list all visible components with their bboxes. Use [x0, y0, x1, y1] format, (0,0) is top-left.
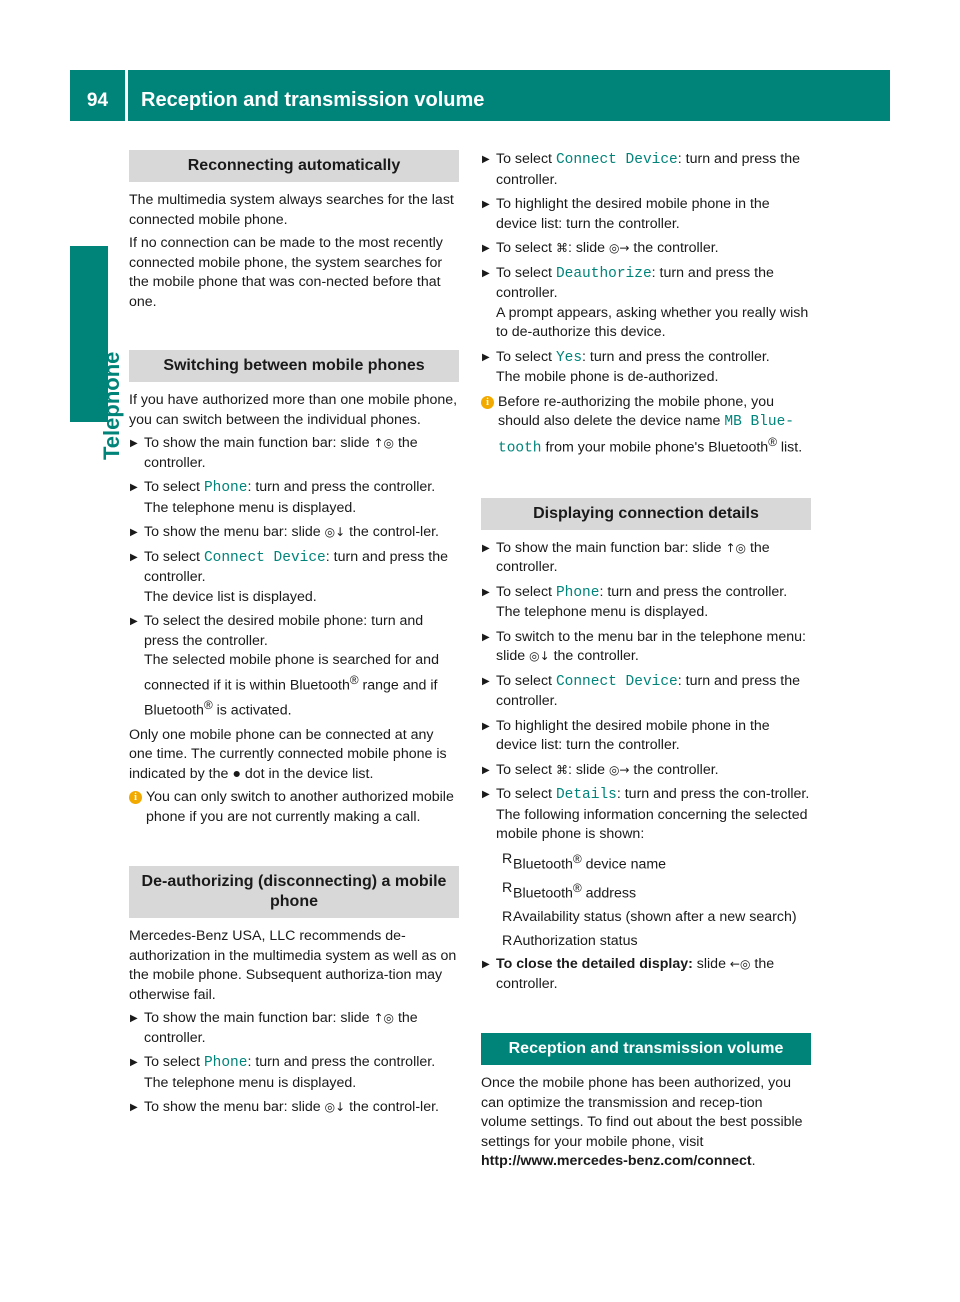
chapter-label-text: Telephone: [99, 351, 124, 460]
menu-item-code: Yes: [555, 349, 583, 366]
menu-item-code: Deauthorize: [555, 265, 652, 282]
list-item: R Availability status (shown after a new search): [502, 909, 797, 926]
triangle-right-icon: ▶: [482, 959, 490, 971]
phone-options-icon: ⌘: [555, 762, 568, 777]
triangle-right-icon: ▶: [130, 527, 138, 538]
controller-slide-right-icon: ◎→: [608, 762, 630, 777]
instruction-step: ▶ To select Connect Device: turn and press the controller. The device list is displayed.: [130, 548, 449, 605]
controller-slide-left-icon: ←◎: [729, 957, 751, 972]
triangle-right-icon: ▶: [482, 586, 490, 598]
instruction-step: ▶ To close the detailed display: slide ←◎ the controller.: [482, 956, 775, 992]
controller-slide-down-icon: ◎↓: [324, 525, 346, 539]
triangle-right-icon: ▶: [482, 675, 490, 687]
instruction-step: ▶ To highlight the desired mobile phone in the device list: turn the controller.: [482, 196, 770, 232]
paragraph: Mercedes-Benz USA, LLC recommends de-authorization in the multimedia system as well as on the mobile phone. Subsequent authoriza-tion may otherwise fail.: [129, 928, 457, 1003]
instruction-step: ▶ To select ⌘: slide ◎→ the controller.: [481, 239, 811, 259]
instruction-step: ▶ To select Details: turn and press the con-troller. The following information concerning the selected mobile phone is shown:: [482, 786, 810, 843]
triangle-right-icon: ▶: [130, 1102, 138, 1114]
triangle-right-icon: ▶: [130, 616, 138, 627]
menu-item-code: Phone: [203, 1055, 248, 1072]
section-heading-reception-volume: Reception and transmission volume: [481, 1033, 811, 1065]
instruction-step: ▶ To show the main function bar: slide ↑◎ the controller.: [130, 435, 418, 471]
phone-options-icon: ⌘: [555, 241, 568, 255]
info-note: i You can only switch to another authorized mobile phone if you are not currently making a call.: [129, 788, 459, 827]
triangle-right-icon: ▶: [130, 551, 138, 563]
triangle-right-icon: ▶: [482, 243, 490, 254]
info-note: i Before re-authorizing the mobile phone, you should also delete the device name MB Blue-tooth from your mobile phone's Bluetooth® list.: [481, 393, 811, 459]
instruction-step: ▶ To select ⌘: slide ◎→ the controller.: [481, 761, 811, 781]
list-item: R Bluetooth® address: [502, 879, 637, 902]
triangle-right-icon: ▶: [482, 267, 490, 279]
section-heading-deauthorizing: De-authorizing (disconnecting) a mobile phone: [129, 866, 459, 918]
instruction-step: ▶ To select Phone: turn and press the controller. The telephone menu is displayed.: [130, 1054, 436, 1091]
instruction-step: ▶ To select Connect Device: turn and press the controller.: [482, 672, 801, 710]
triangle-right-icon: ▶: [482, 789, 490, 801]
menu-item-code: Connect Device: [203, 549, 326, 566]
triangle-right-icon: ▶: [482, 351, 490, 363]
list-item: R Bluetooth® device name: [502, 850, 667, 873]
paragraph: The multimedia system always searches for the last connected mobile phone.: [129, 192, 454, 228]
section-heading-connection-details: Displaying connection details: [481, 498, 811, 530]
triangle-right-icon: ▶: [482, 764, 490, 776]
triangle-right-icon: ▶: [482, 720, 490, 732]
instruction-step: ▶ To show the menu bar: slide ◎↓ the control-ler.: [129, 523, 459, 543]
connect-link[interactable]: http://www.mercedes-benz.com/connect: [481, 1153, 752, 1170]
header-divider: [125, 70, 128, 121]
instruction-step: ▶ To show the menu bar: slide ◎↓ the control-ler.: [129, 1098, 459, 1118]
instruction-step: ▶ To select Phone: turn and press the controller. The telephone menu is displayed.: [130, 479, 436, 516]
triangle-right-icon: ▶: [130, 438, 138, 449]
instruction-step: ▶ To show the main function bar: slide ↑◎ the controller.: [130, 1010, 418, 1046]
controller-slide-down-icon: ◎↓: [324, 1100, 346, 1115]
instruction-step: ▶ To highlight the desired mobile phone in the device list: turn the controller.: [482, 717, 770, 754]
triangle-right-icon: ▶: [482, 199, 490, 210]
triangle-right-icon: ▶: [130, 1057, 138, 1069]
info-icon: i: [481, 396, 494, 409]
dot-icon: ●: [232, 765, 241, 782]
paragraph: Only one mobile phone can be connected at any one time. The currently connected mobile phone is indicated by the ● dot in the device list.: [129, 726, 447, 782]
paragraph: If you have authorized more than one mobile phone, you can switch between the individual phones.: [129, 392, 458, 428]
section-heading-reconnecting: Reconnecting automatically: [129, 150, 459, 182]
triangle-right-icon: ▶: [130, 1013, 138, 1025]
list-item: R Authorization status: [502, 932, 638, 949]
menu-item-code: Phone: [555, 584, 600, 601]
paragraph: If no connection can be made to the most recently connected mobile phone, the system searches for the mobile phone that was con-nected before that one.: [129, 235, 443, 310]
instruction-step: ▶ To select Connect Device: turn and press the controller.: [482, 151, 801, 188]
menu-item-code: Phone: [203, 480, 248, 496]
triangle-right-icon: ▶: [482, 542, 490, 554]
controller-slide-up-icon: ↑◎: [373, 1011, 395, 1026]
device-name-code: MB Blue-tooth: [498, 414, 794, 457]
triangle-right-icon: ▶: [130, 482, 138, 493]
page-number: 94: [86, 90, 109, 111]
section-heading-switching: Switching between mobile phones: [129, 350, 459, 382]
instruction-step: ▶ To select Deauthorize: turn and press the controller. A prompt appears, asking whether you really wish to de-authorize this device.: [482, 264, 809, 340]
controller-slide-down-icon: ◎↓: [529, 649, 550, 664]
instruction-step: ▶ To select the desired mobile phone: turn and press the controller. The selected mobile phone is searched for and connected if it is within Bluetooth® range and if Bluetooth® is activated.: [130, 613, 439, 719]
instruction-step: ▶ To select Yes: turn and press the controller. The mobile phone is de-authorized.: [482, 348, 770, 385]
instruction-step: ▶ To show the main function bar: slide ↑◎ the controller.: [482, 539, 770, 576]
menu-item-code: Connect Device: [555, 152, 678, 168]
left-column: [129, 150, 459, 1123]
menu-item-code: Connect Device: [555, 673, 678, 690]
instruction-step: ▶ To select Phone: turn and press the controller. The telephone menu is displayed.: [482, 583, 788, 621]
instruction-step: ▶ To switch to the menu bar in the telephone menu: slide ◎↓ the controller.: [482, 628, 806, 665]
page-title: Reception and transmission volume: [141, 89, 485, 111]
triangle-right-icon: ▶: [482, 154, 490, 165]
controller-slide-up-icon: ↑◎: [725, 540, 747, 555]
triangle-right-icon: ▶: [482, 631, 490, 643]
info-icon: i: [129, 791, 142, 804]
controller-slide-up-icon: ↑◎: [373, 436, 395, 450]
right-column: [481, 150, 811, 1176]
menu-item-code: Details: [555, 787, 617, 804]
paragraph: Once the mobile phone has been authorized, you can optimize the transmission and recep-tion volume settings. To find out about the best possible settings for your mobile phone, visit http://www.mercedes-benz.com/connect.: [481, 1075, 803, 1170]
controller-slide-right-icon: ◎→: [608, 241, 630, 255]
